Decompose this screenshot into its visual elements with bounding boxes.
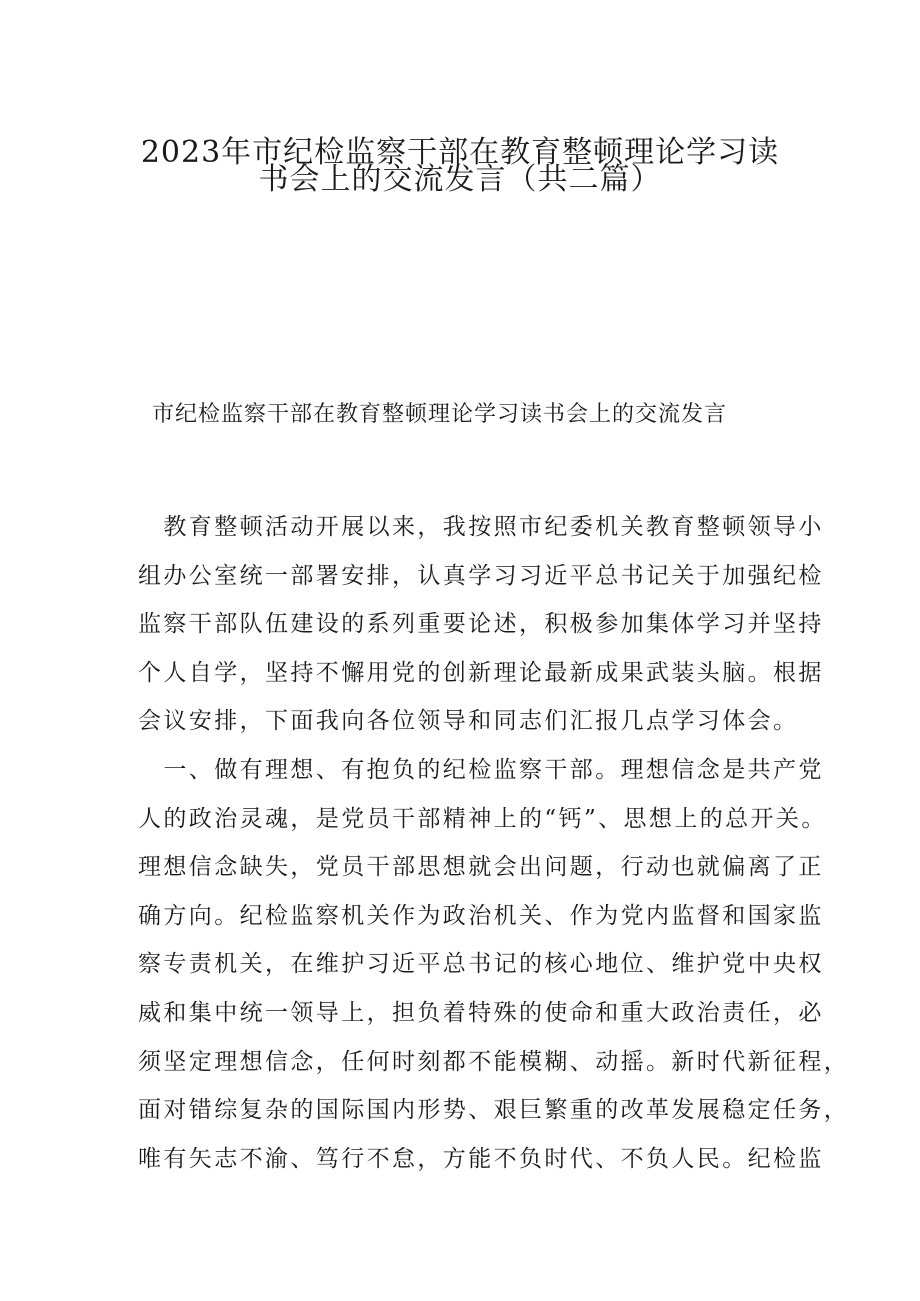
paragraph-line: 须坚定理想信念，任何时刻都不能模糊、动摇。新时代新征程， (138, 1048, 850, 1075)
paragraph-line: 监察干部队伍建设的系列重要论述，积极参加集体学习并坚持 (138, 611, 824, 638)
paragraph-line: 教育整顿活动开展以来，我按照市纪委机关教育整顿领导小 (138, 514, 824, 540)
paragraph-line: 察专责机关，在维护习近平总书记的核心地位、维护党中央权 (138, 951, 824, 978)
paragraph-line: 威和集中统一领导上，担负着特殊的使命和重大政治责任，必 (138, 999, 824, 1026)
paragraph-line: 组办公室统一部署安排，认真学习习近平总书记关于加强纪检 (138, 562, 824, 589)
paragraph-line: 会议安排，下面我向各位领导和同志们汇报几点学习体会。 (138, 708, 799, 735)
document-title-line-2: 书会上的交流发言（共二篇） (258, 162, 662, 197)
paragraph-line: 个人自学，坚持不懈用党的创新理论最新成果武装头脑。根据 (138, 659, 824, 686)
document-title-line-1: 2023年市纪检监察干部在教育整顿理论学习读 (140, 135, 780, 170)
paragraph-line: 一、做有理想、有抱负的纪检监察干部。理想信念是共产党 (138, 757, 824, 783)
section-subtitle: 市纪检监察干部在教育整顿理论学习读书会上的交流发言 (152, 402, 728, 427)
paragraph-line: 面对错综复杂的国际国内形势、艰巨繁重的改革发展稳定任务， (138, 1097, 850, 1124)
paragraph-line: 理想信念缺失，党员干部思想就会出问题，行动也就偏离了正 (138, 854, 824, 881)
body-paragraph-1 (138, 503, 824, 746)
paragraph-line: 人的政治灵魂，是党员干部精神上的“钙”、思想上的总开关。 (138, 805, 827, 832)
paragraph-line: 唯有矢志不渝、笃行不怠，方能不负时代、不负人民。纪检监 (138, 1145, 824, 1172)
body-paragraph-2 (138, 746, 850, 1183)
paragraph-line: 确方向。纪检监察机关作为政治机关、作为党内监督和国家监 (138, 902, 824, 929)
